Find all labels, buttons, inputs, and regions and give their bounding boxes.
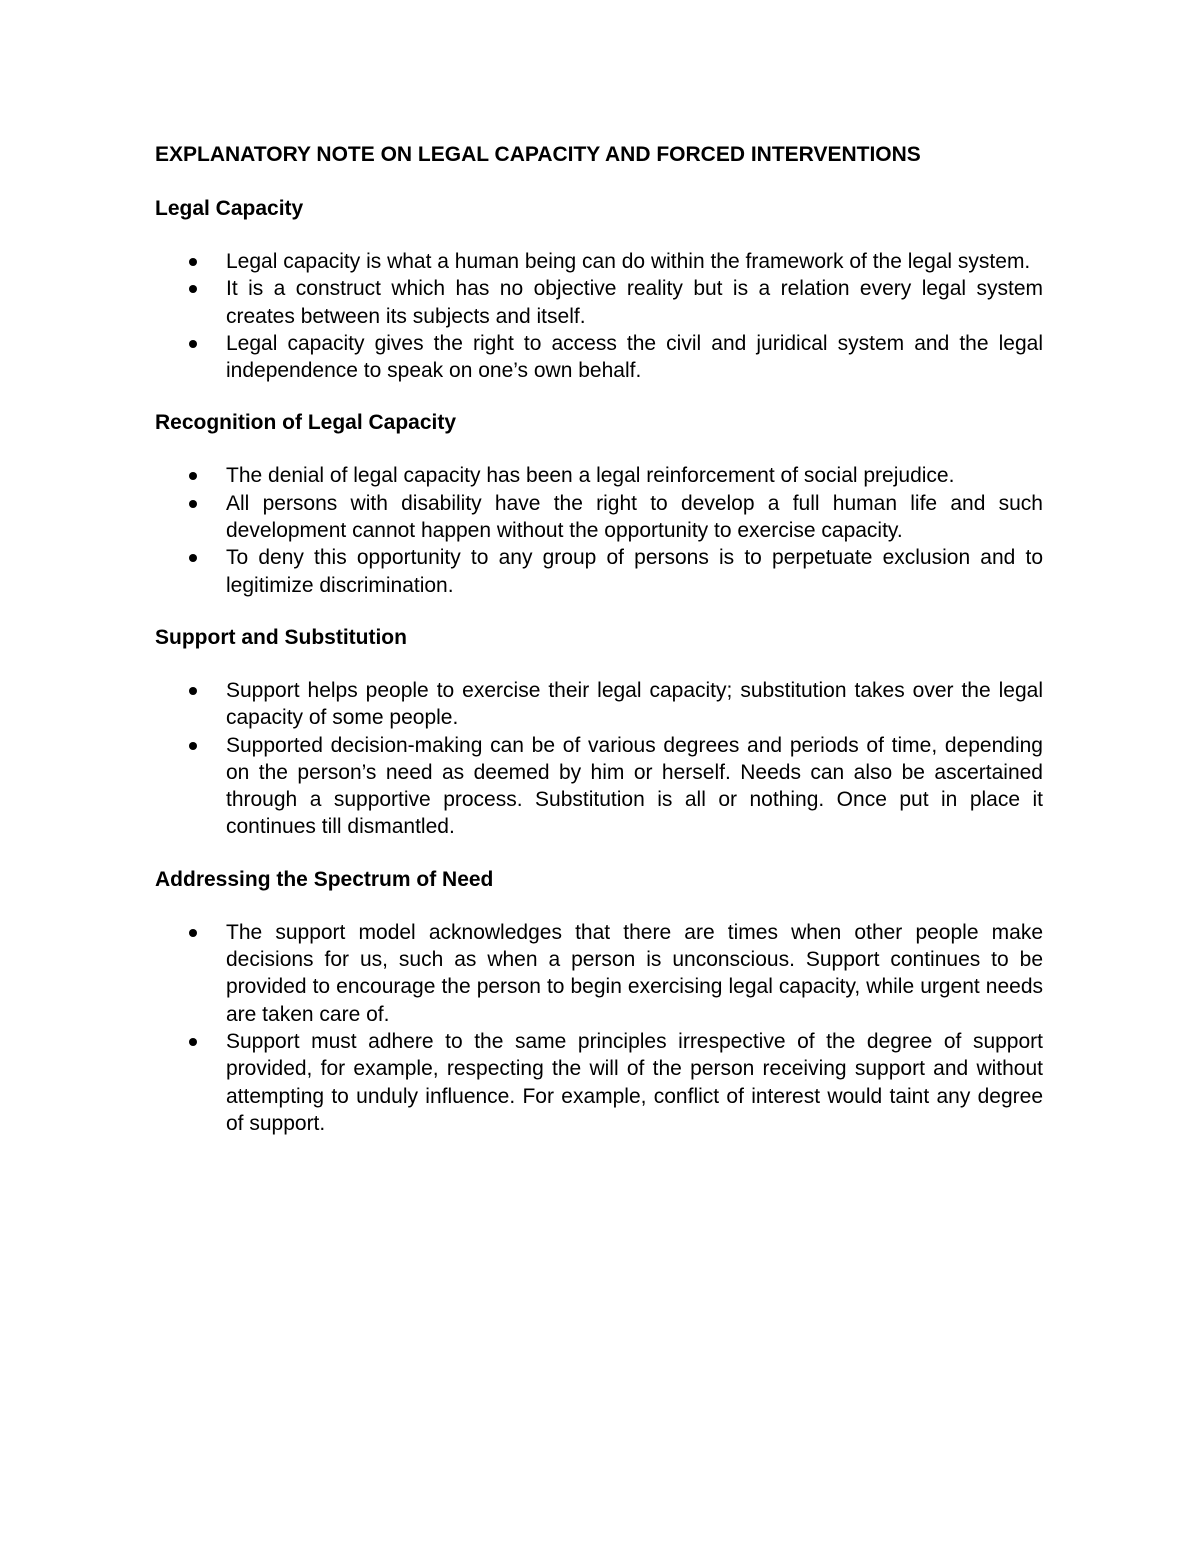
section-heading: Legal Capacity bbox=[155, 197, 304, 220]
bullet-item bbox=[155, 677, 1043, 732]
section-support-substitution bbox=[155, 623, 1043, 841]
section-heading: Recognition of Legal Capacity bbox=[155, 411, 457, 435]
bullet-icon bbox=[189, 929, 197, 937]
bullet-list bbox=[155, 462, 1043, 598]
bullet-text: Supported decision-making can be of various degrees and periods of time, depending on the person’s need as deemed by him or herself. Needs can also be ascertained through a supportive process. Substitution is all or nothing. Once put in place it continues till dismantled. bbox=[226, 733, 1043, 839]
bullet-item bbox=[155, 732, 1043, 841]
bullet-icon bbox=[189, 554, 197, 562]
bullet-text: The denial of legal capacity has been a legal reinforcement of social prejudice. bbox=[226, 464, 955, 488]
section-heading: Addressing the Spectrum of Need bbox=[155, 867, 494, 891]
section-spectrum-of-need bbox=[155, 865, 1043, 1137]
bullet-text: Support helps people to exercise their legal capacity; substitution takes over the legal capacity of some people. bbox=[226, 678, 1043, 730]
bullet-item bbox=[155, 1028, 1043, 1137]
bullet-icon bbox=[189, 340, 197, 348]
bullet-icon bbox=[189, 687, 197, 695]
bullet-item bbox=[155, 490, 1043, 545]
bullet-icon bbox=[189, 258, 197, 266]
bullet-item bbox=[155, 248, 1043, 275]
bullet-list bbox=[155, 677, 1043, 841]
bullet-text: Legal capacity gives the right to access the civil and juridical system and the legal independence to speak on one’s own behalf. bbox=[226, 331, 1043, 383]
bullet-item bbox=[155, 544, 1043, 599]
bullet-icon bbox=[189, 742, 197, 750]
document-title: EXPLANATORY NOTE ON LEGAL CAPACITY AND FORCED INTERVENTIONS bbox=[155, 143, 921, 166]
bullet-icon bbox=[189, 1038, 197, 1046]
bullet-list bbox=[155, 919, 1043, 1137]
document-page bbox=[155, 140, 1043, 1161]
bullet-text: To deny this opportunity to any group of persons is to perpetuate exclusion and to legitimize discrimination. bbox=[226, 546, 1043, 597]
section-recognition bbox=[155, 408, 1043, 598]
bullet-text: The support model acknowledges that there are times when other people make decisions for us, such as when a person is unconscious. Support continues to be provided to encourage the person to begin exercising legal capacity, while urgent needs are taken care of. bbox=[226, 920, 1043, 1026]
bullet-text: It is a construct which has no objective reality but is a relation every legal system creates between its subjects and itself. bbox=[226, 277, 1043, 328]
bullet-list bbox=[155, 248, 1043, 384]
bullet-icon bbox=[189, 472, 197, 480]
section-legal-capacity bbox=[155, 194, 1043, 384]
bullet-icon bbox=[189, 285, 197, 293]
bullet-text: All persons with disability have the right to develop a full human life and such development cannot happen without the opportunity to exercise capacity. bbox=[226, 491, 1043, 543]
bullet-item bbox=[155, 919, 1043, 1028]
bullet-item bbox=[155, 462, 1043, 489]
section-heading: Support and Substitution bbox=[155, 625, 407, 649]
bullet-icon bbox=[189, 500, 197, 508]
bullet-text: Legal capacity is what a human being can do within the framework of the legal system. bbox=[226, 250, 1031, 273]
bullet-text: Support must adhere to the same principles irrespective of the degree of support provided, for example, respecting the will of the person receiving support and without attempting to unduly influence. For example, conflict of interest would taint any degree of support. bbox=[226, 1029, 1043, 1135]
bullet-item bbox=[155, 275, 1043, 330]
bullet-item bbox=[155, 330, 1043, 385]
